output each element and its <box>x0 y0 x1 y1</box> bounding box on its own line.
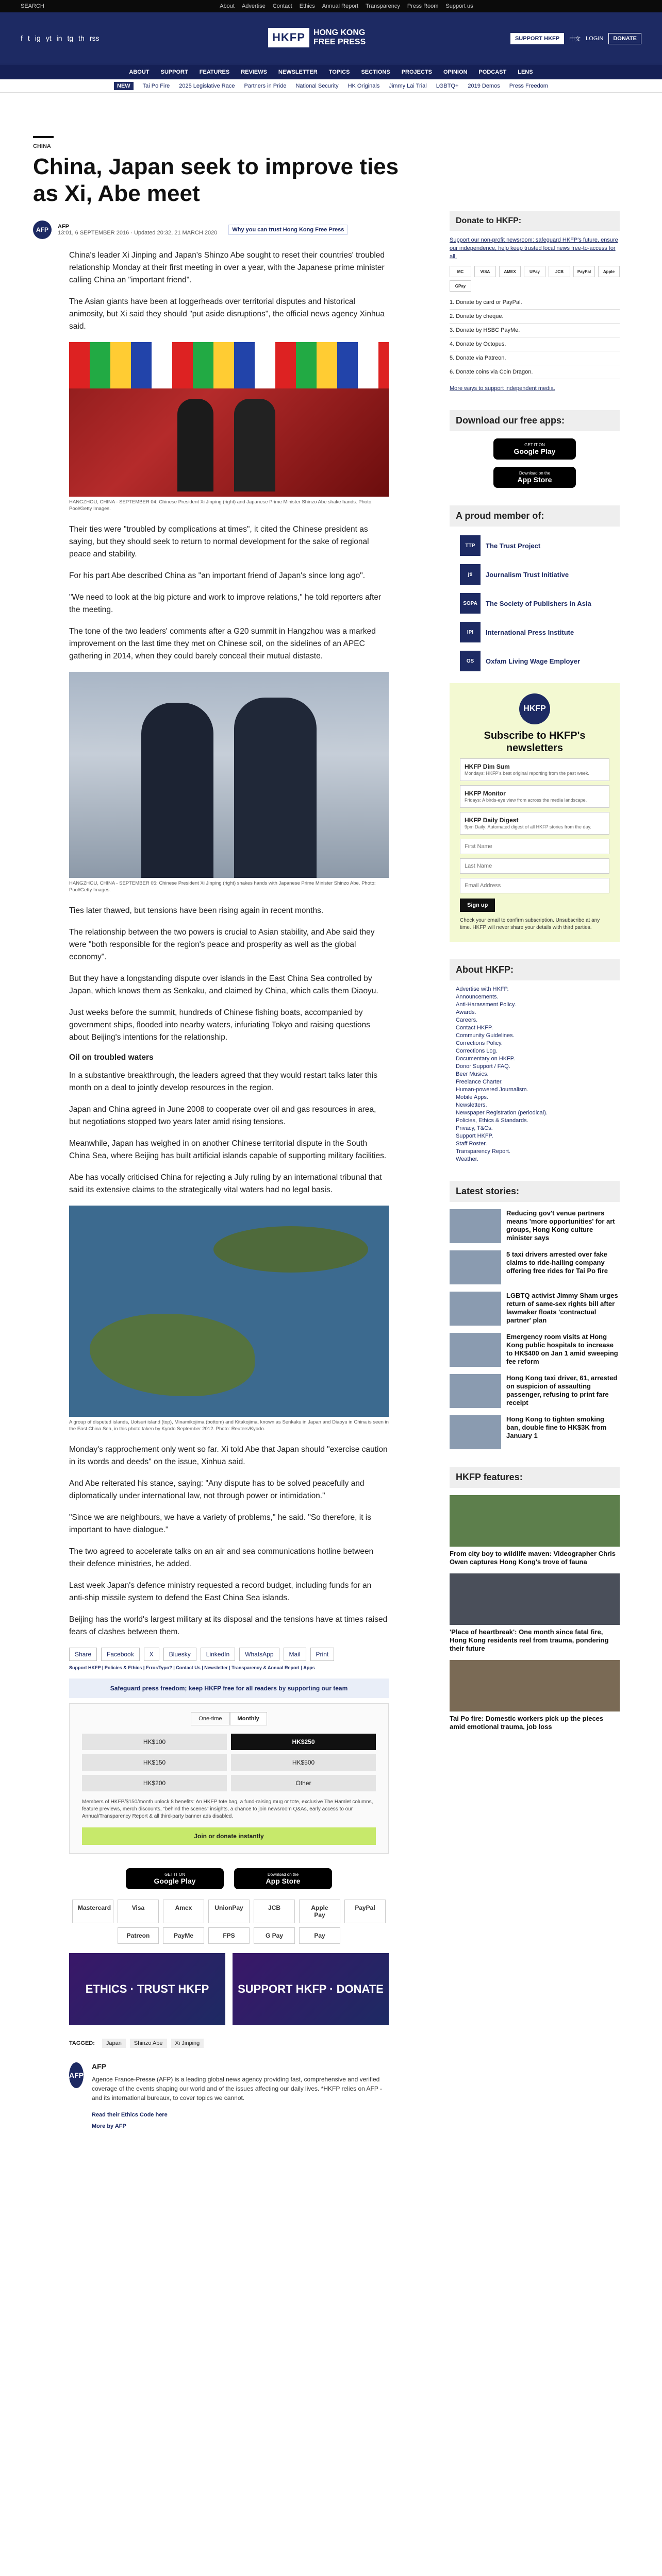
category-label[interactable]: CHINA <box>33 136 54 149</box>
google-play-button[interactable]: GET IT ON Google Play <box>493 438 576 460</box>
member-trust-project[interactable]: TTP The Trust Project <box>460 536 620 555</box>
trending-item[interactable]: Jimmy Lai Trial <box>389 82 427 89</box>
oxfam-logo: OS <box>460 651 481 671</box>
article-photo <box>69 1206 389 1432</box>
about-link[interactable]: Mobile Apps. <box>456 1094 488 1100</box>
donation-form <box>69 1703 389 1854</box>
header-actions <box>510 33 641 44</box>
top-link-support[interactable]: Support us <box>445 3 473 9</box>
amount-option-selected[interactable]: HK$250 <box>231 1734 376 1750</box>
trust-link[interactable]: Why you can trust Hong Kong Free Press <box>228 225 347 235</box>
story-title[interactable]: Emergency room visits at Hong Kong public hospitals to increase to HK$400 on Jan 1 amid sweeping fee reform <box>506 1333 618 1365</box>
photo-image <box>69 1206 389 1417</box>
story-title[interactable]: Reducing gov't venue partners means 'more opportunities' for art groups, Hong Kong culture minister says <box>506 1209 615 1242</box>
paragraph: China's leader Xi Jinping and Japan's Shinzo Abe sought to reset their countries' troubled relationship Monday at their first meeting in over a year, with the Japanese prime minister calling China an "important friend". <box>69 251 385 284</box>
card-logo: JCB <box>549 266 570 277</box>
member-sopa[interactable]: SOPA The Society of Publishers in Asia <box>460 594 620 613</box>
about-link[interactable]: Policies, Ethics & Standards. <box>456 1117 528 1124</box>
paragraph: The Asian giants have been at loggerheads over territorial disputes and historical animosity, but Xi said they should "put aside disruptions", the official news agency Xinhua said. <box>69 297 385 331</box>
trending-bar <box>0 79 662 93</box>
site-logo[interactable] <box>268 28 366 47</box>
newsletter-option[interactable]: HKFP Dim Sum Mondays: HKFP's best original reporting from the past week. <box>460 758 609 781</box>
payment-logos <box>69 1900 389 1944</box>
paragraph: The relationship between the two powers is crucial to Asian stability, and Abe said they were "both responsible for the region's peace and prosperity as well as the global economy". <box>69 928 375 961</box>
article-title: China, Japan seek to improve ties as Xi, Abe meet <box>33 154 399 206</box>
nav-about[interactable]: ABOUT <box>129 69 150 75</box>
trending-item[interactable]: 2025 Legislative Race <box>179 82 235 89</box>
story-item[interactable] <box>450 1333 620 1367</box>
about-link[interactable]: Anti-Harassment Policy. <box>456 1002 516 1008</box>
payme-logo: PayMe <box>163 1927 204 1944</box>
paragraph: For his part Abe described China as "an important friend of Japan's since long ago". <box>69 571 366 580</box>
story-thumbnail <box>450 1292 501 1326</box>
paypal-logo: PayPal <box>344 1900 386 1923</box>
newsletter-option[interactable]: HKFP Daily Digest 9pm Daily: Automated digest of all HKFP stories from the day. <box>460 812 609 835</box>
story-title[interactable]: Hong Kong taxi driver, 61, arrested on suspicion of assaulting passenger, refusing to print fare receipt <box>506 1374 618 1406</box>
latest-title: Latest stories: <box>450 1181 620 1202</box>
nav-newsletter[interactable]: NEWSLETTER <box>278 69 318 75</box>
feature-title[interactable]: From city boy to wildlife maven: Videographer Chris Owen captures Hong Kong's trove of fauna <box>450 1550 616 1566</box>
about-link[interactable]: Beer Musics. <box>456 1071 489 1077</box>
print-button[interactable]: Print <box>310 1648 335 1661</box>
donate-widget <box>450 211 620 393</box>
nav-sections[interactable]: SECTIONS <box>361 69 390 75</box>
publish-date: 13:01, 6 SEPTEMBER 2016 · Updated 20:32, 21 MARCH 2020 <box>58 230 218 236</box>
story-thumbnail <box>450 1209 501 1243</box>
byline-text <box>58 224 217 236</box>
trending-item[interactable]: National Security <box>295 82 339 89</box>
top-link-ethics[interactable]: Ethics <box>299 3 315 9</box>
story-item[interactable] <box>450 1415 620 1449</box>
top-link-press-room[interactable]: Press Room <box>407 3 439 9</box>
nav-opinion[interactable]: OPINION <box>443 69 468 75</box>
last-name-input[interactable]: Last Name <box>460 858 609 874</box>
member-jti[interactable]: jti Journalism Trust Initiative <box>460 565 620 584</box>
trending-item[interactable]: LGBTQ+ <box>436 82 459 89</box>
story-thumbnail <box>450 1250 501 1284</box>
feature-image <box>450 1495 620 1547</box>
donate-method[interactable]: 4. Donate by Octopus. <box>450 337 620 351</box>
sidebar <box>450 93 620 2129</box>
card-logo: UPay <box>524 266 545 277</box>
nav-topics[interactable]: TOPICS <box>328 69 350 75</box>
facebook-share-button[interactable]: Facebook <box>101 1648 140 1661</box>
nav-lens[interactable]: LENS <box>518 69 533 75</box>
card-logos <box>450 266 620 292</box>
trending-item[interactable]: HK Originals <box>347 82 380 89</box>
signup-button[interactable]: Sign up <box>460 899 495 912</box>
linkedin-share-button[interactable]: LinkedIn <box>201 1648 235 1661</box>
main-nav <box>0 64 662 79</box>
share-button[interactable]: Share <box>69 1648 97 1661</box>
author-bio: Agence France-Presse (AFP) is a leading global news agency providing fast, comprehensive and verified coverage of the events shaping our world and of the issues affecting our daily lives. *HKFP relies on AFP - and its international bureaux, to cover topics we cannot. <box>92 2076 382 2102</box>
about-link[interactable]: Staff Roster. <box>456 1141 487 1147</box>
about-link[interactable]: Freelance Charter. <box>456 1079 503 1085</box>
threads-icon[interactable]: th <box>78 34 85 42</box>
telegram-icon[interactable]: tg <box>67 34 74 42</box>
support-button[interactable]: SUPPORT HKFP <box>510 33 564 44</box>
amount-grid <box>82 1734 376 1791</box>
nav-projects[interactable]: PROJECTS <box>401 69 432 75</box>
about-link[interactable]: Donor Support / FAQ. <box>456 1063 510 1070</box>
about-title: About HKFP: <box>450 959 620 980</box>
paragraph: Just weeks before the summit, hundreds of Chinese fishing boats, accompanied by government ships, flooded into nearby waters, infuriating Tokyo and raising questions about Beijing's intentions for the relationship. <box>69 1008 370 1042</box>
apple-pay-logo: Apple Pay <box>299 1900 340 1923</box>
story-item[interactable] <box>450 1209 620 1243</box>
fps-logo: FPS <box>208 1927 250 1944</box>
story-item[interactable] <box>450 1374 620 1408</box>
top-link-contact[interactable]: Contact <box>272 3 292 9</box>
jti-logo: jti <box>460 564 481 585</box>
photo-image <box>69 672 389 878</box>
member-ipi[interactable]: IPI International Press Institute <box>460 622 620 642</box>
trending-item[interactable]: Press Freedom <box>509 82 548 89</box>
mail-share-button[interactable]: Mail <box>284 1648 306 1661</box>
about-links <box>450 986 620 1163</box>
member-benefits: Members of HKFP/$150/month unlock 8 benefits: An HKFP tote bag, a fund-raising mug or tote, exclusive The Hamlet columns, feature previews, merch discounts, "behind the scenes" insights, a chance to join newsroom Q&As, early access to our Annual/Transparency Report & all third-party banner ads disabled. <box>82 1799 373 1819</box>
rss-icon[interactable]: rss <box>89 34 100 42</box>
tab-monthly[interactable]: Monthly <box>230 1712 267 1725</box>
story-thumbnail <box>450 1374 501 1408</box>
feature-title[interactable]: Tai Po fire: Domestic workers pick up the pieces amid emotional trauma, job loss <box>450 1715 604 1731</box>
author-avatar[interactable]: AFP <box>33 221 52 239</box>
trending-item[interactable]: Partners in Pride <box>244 82 287 89</box>
about-link[interactable]: Newspaper Registration (periodical). <box>456 1110 548 1116</box>
top-link-annual-report[interactable]: Annual Report <box>322 3 359 9</box>
photo-caption: HANGZHOU, CHINA - SEPTEMBER 04: Chinese President Xi Jinping (right) and Japanese Prime Minister Shinzo Abe shake hands. Photo: Pool/Getty Images. <box>69 499 373 512</box>
story-thumbnail <box>450 1415 501 1449</box>
tag-link[interactable]: Shinzo Abe <box>130 2039 167 2048</box>
hkfp-logo: HKFP <box>519 693 550 724</box>
language-link[interactable]: 中文 <box>569 36 581 42</box>
paragraph: Japan and China agreed in June 2008 to cooperate over oil and gas resources in area, but negotiations stopped two years later amid rising tensions. <box>69 1105 376 1126</box>
tag-link[interactable]: Xi Jinping <box>171 2039 204 2048</box>
google-play-button[interactable]: GET IT ON Google Play <box>126 1868 224 1889</box>
donate-title: Donate to HKFP: <box>450 211 620 231</box>
paragraph: Last week Japan's defence ministry requested a record budget, including funds for an anti-ship missile system to defend the East China Sea islands. <box>69 1581 372 1602</box>
about-link[interactable]: Corrections Log. <box>456 1048 498 1054</box>
about-link[interactable]: Community Guidelines. <box>456 1032 515 1039</box>
donate-method[interactable]: 6. Donate coins via Coin Dragon. <box>450 365 620 379</box>
photo-caption: HANGZHOU, CHINA - SEPTEMBER 05: Chinese President Xi Jinping (right) shakes hands with Japanese Prime Minister Shinzo Abe. Photo: Pool/Getty Images. <box>69 880 376 893</box>
visa-logo: Visa <box>118 1900 159 1923</box>
card-logo: PayPal <box>573 266 595 277</box>
amount-option[interactable]: HK$500 <box>231 1754 376 1771</box>
trust-project-logo: TTP <box>460 535 481 556</box>
feature-image <box>450 1573 620 1625</box>
amount-option[interactable]: HK$150 <box>82 1754 227 1771</box>
donate-methods <box>450 296 620 379</box>
about-link[interactable]: Announcements. <box>456 994 499 1000</box>
members-title: A proud member of: <box>450 505 620 527</box>
more-ways-link[interactable]: More ways to support independent media. <box>450 385 555 392</box>
photo-caption: A group of disputed islands, Uotsuri island (top), Minamikojima (bottom) and Kitakojima, known as Senkaku in Japan and Diaoyu in China is seen in the East China Sea, in this photo taken by Kyodo September 2012. Photo: Reuters/Kyodo. <box>69 1419 389 1432</box>
about-link[interactable]: Privacy, T&Cs. <box>456 1125 493 1131</box>
logo-mark: HKFP <box>268 28 309 47</box>
story-thumbnail <box>450 1333 501 1367</box>
paragraph: Ties later thawed, but tensions have been rising again in recent months. <box>69 906 324 915</box>
instagram-icon[interactable]: ig <box>35 34 41 42</box>
sopa-logo: SOPA <box>460 593 481 614</box>
about-link[interactable]: Support HKFP. <box>456 1133 493 1139</box>
paragraph: But they have a longstanding dispute over islands in the East China Sea controlled by Japan, which knows them as Senkaku, and claimed by China, which calls them Diaoyu. <box>69 974 378 995</box>
member-oxfam[interactable]: OS Oxfam Living Wage Employer <box>460 651 620 671</box>
about-link[interactable]: Human-powered Journalism. <box>456 1087 528 1093</box>
feature-image <box>450 1660 620 1711</box>
search-link[interactable]: SEARCH <box>21 3 44 9</box>
section-heading: Oil on troubled waters <box>69 1053 154 1062</box>
paragraph: "We need to look at the big picture and work to improve relations," he told reporters after the meeting. <box>69 593 382 614</box>
card-logo: GPay <box>450 280 471 292</box>
logo-text: HONG KONG FREE PRESS <box>313 28 366 46</box>
social-icons <box>21 34 100 42</box>
nav-features[interactable]: FEATURES <box>199 69 230 75</box>
author-name[interactable]: AFP <box>58 224 69 230</box>
paragraph: Abe has vocally criticised China for rejecting a July ruling by an international tribunal that said its extensive claims to the strategically vital waters had no legal basis. <box>69 1173 382 1194</box>
login-link[interactable]: LOGIN <box>586 36 604 42</box>
new-badge: NEW <box>114 82 134 90</box>
app-buttons <box>69 1868 389 1889</box>
donate-method[interactable]: 1. Donate by card or PayPal. <box>450 296 620 310</box>
bluesky-share-button[interactable]: Bluesky <box>163 1648 196 1661</box>
newsletter-title: Subscribe to HKFP's newsletters <box>484 730 586 754</box>
support-banner[interactable]: SUPPORT HKFP · DONATE <box>233 1953 389 2025</box>
email-input[interactable]: Email Address <box>460 878 609 893</box>
feature-item[interactable] <box>450 1495 620 1566</box>
top-link-transparency[interactable]: Transparency <box>366 3 400 9</box>
first-name-input[interactable]: First Name <box>460 839 609 854</box>
about-link[interactable]: Careers. <box>456 1017 478 1023</box>
more-by-author-link[interactable]: More by AFP <box>92 2123 126 2129</box>
page-wrap <box>0 93 662 2129</box>
paragraph: The tone of the two leaders' comments after a G20 summit in Hangzhou was a marked improvement on the last time they met on Chinese soil, on the sidelines of an APEC gathering in 2014, when they could barely conceal their mutual distaste. <box>69 627 376 660</box>
paragraph: Their ties were "troubled by complications at times", it cited the Chinese president as saying, but they should seek to return to normal development for the sake of regional peace and stability. <box>69 525 369 558</box>
tags-label: TAGGED: <box>69 2040 95 2046</box>
nav-podcast[interactable]: PODCAST <box>478 69 507 75</box>
amount-option-other[interactable]: Other <box>231 1775 376 1791</box>
donate-method[interactable]: 2. Donate by cheque. <box>450 310 620 324</box>
tab-one-time[interactable]: One-time <box>191 1712 229 1725</box>
ethics-code-link[interactable]: Read their Ethics Code here <box>92 2112 168 2118</box>
top-bar <box>0 0 662 12</box>
amount-option[interactable]: HK$200 <box>82 1775 227 1791</box>
about-link[interactable]: Weather. <box>456 1156 478 1162</box>
ethics-banner[interactable]: ETHICS · TRUST HKFP <box>69 1953 225 2025</box>
story-title[interactable]: LGBTQ activist Jimmy Sham urges return of same-sex rights bill after lawmaker floats 'contractual partner' plan <box>506 1292 618 1324</box>
article-photo <box>69 672 389 893</box>
photo-image <box>69 342 389 497</box>
top-link-advertise[interactable]: Advertise <box>241 3 266 9</box>
about-link[interactable]: Newsletters. <box>456 1102 487 1108</box>
author-name[interactable]: AFP <box>92 2062 106 2071</box>
about-link[interactable]: Awards. <box>456 1009 476 1015</box>
frequency-tabs <box>82 1712 376 1725</box>
newsletter-box <box>450 683 620 942</box>
about-link[interactable]: Contact HKFP. <box>456 1025 493 1031</box>
card-logo: VISA <box>474 266 496 277</box>
pay-logo: Pay <box>299 1927 340 1944</box>
nav-reviews[interactable]: REVIEWS <box>241 69 267 75</box>
paragraph: Meanwhile, Japan has weighed in on another Chinese territorial dispute in the South China Sea, where Beijing has built artificial islands capable of supporting military facilities. <box>69 1139 387 1160</box>
paragraph: Beijing has the world's largest military at its disposal and the tensions have at times raised fears of clashes between them. <box>69 1615 388 1636</box>
donate-method[interactable]: 3. Donate by HSBC PayMe. <box>450 324 620 337</box>
donate-text[interactable]: Support our non-profit newsroom: safeguard HKFP's future, ensure our independence, help keep trusted local news free-to-access for all. <box>450 237 618 260</box>
trending-item[interactable]: Tai Po Fire <box>142 82 170 89</box>
support-links[interactable]: Support HKFP | Policies & Ethics | Error/Typo? | Contact Us | Newsletter | Transparency & Annual Report | Apps <box>69 1665 315 1670</box>
newsletter-option[interactable]: HKFP Monitor Fridays: A birds-eye view from across the media landscape. <box>460 785 609 808</box>
story-title[interactable]: Hong Kong to tighten smoking ban, double fine to HK$3K from January 1 <box>506 1415 607 1439</box>
x-share-button[interactable]: X <box>144 1648 159 1661</box>
donate-button[interactable]: DONATE <box>608 33 641 44</box>
card-logo: Apple <box>598 266 620 277</box>
ipi-logo: IPI <box>460 622 481 642</box>
about-link[interactable]: Transparency Report. <box>456 1148 510 1155</box>
tag-link[interactable]: Japan <box>102 2039 126 2048</box>
feature-item[interactable] <box>450 1660 620 1731</box>
facebook-icon[interactable]: f <box>21 34 23 42</box>
about-link[interactable]: Advertise with HKFP. <box>456 986 509 992</box>
jcb-logo: JCB <box>254 1900 295 1923</box>
card-logo: MC <box>450 266 471 277</box>
share-bar <box>69 1648 389 1661</box>
trending-item[interactable]: 2019 Demos <box>468 82 500 89</box>
app-store-button[interactable]: Download on the App Store <box>234 1868 332 1889</box>
paragraph: In a substantive breakthrough, the leaders agreed that they would restart talks later this month on a deal to jointly develop resources in the region. <box>69 1071 377 1092</box>
article-body <box>69 249 389 2129</box>
article-photo <box>69 342 389 512</box>
paragraph: The two agreed to accelerate talks on an air and sea communications hotline between their defence ministries, he added. <box>69 1547 374 1568</box>
youtube-icon[interactable]: yt <box>45 34 52 42</box>
newsletter-note: Check your email to confirm subscription. Unsubscribe at any time. HKFP will never share your details with third parties. <box>460 918 600 930</box>
twitter-icon[interactable]: t <box>27 34 30 42</box>
apps-title: Download our free apps: <box>450 410 620 431</box>
nav-support[interactable]: SUPPORT <box>160 69 188 75</box>
story-item[interactable] <box>450 1250 620 1284</box>
about-link[interactable]: Documentary on HKFP. <box>456 1056 515 1062</box>
patreon-logo: Patreon <box>118 1927 159 1944</box>
tags <box>69 2039 389 2048</box>
paragraph: And Abe reiterated his stance, saying: "Any dispute has to be solved peacefully and diplomatically under international law, not through power or intimidation." <box>69 1479 365 1500</box>
author-avatar[interactable]: AFP <box>69 2062 84 2088</box>
app-store-button[interactable]: Download on the App Store <box>493 467 576 488</box>
unionpay-logo: UnionPay <box>208 1900 250 1923</box>
features-title: HKFP features: <box>450 1467 620 1488</box>
author-box <box>69 2062 389 2129</box>
donate-method[interactable]: 5. Donate via Patreon. <box>450 351 620 365</box>
feature-item[interactable] <box>450 1573 620 1653</box>
top-link-about[interactable]: About <box>220 3 235 9</box>
feature-title[interactable]: 'Place of heartbreak': One month since fatal fire, Hong Kong residents reel from trauma, pondering their future <box>450 1628 609 1652</box>
whatsapp-share-button[interactable]: WhatsApp <box>239 1648 279 1661</box>
story-item[interactable] <box>450 1292 620 1326</box>
amex-logo: Amex <box>163 1900 204 1923</box>
article-column <box>33 93 425 2129</box>
site-header <box>0 12 662 64</box>
paragraph: Monday's rapprochement only went so far. Xi told Abe that Japan should "exercise caution in its words and deeds" on the issue, Xinhua said. <box>69 1445 388 1466</box>
google-pay-logo: G Pay <box>254 1927 295 1944</box>
story-title[interactable]: 5 taxi drivers arrested over fake claims to ride-hailing company offering free rides for Tai Po fire <box>506 1250 608 1275</box>
byline <box>33 221 425 239</box>
mastercard-logo: Mastercard <box>72 1900 113 1923</box>
about-link[interactable]: Corrections Policy. <box>456 1040 503 1046</box>
paragraph: "Since we are neighbours, we have a variety of problems," he said. "So therefore, it is important to have dialogue." <box>69 1513 372 1534</box>
donate-banner[interactable]: Safeguard press freedom; keep HKFP free for all readers by supporting our team <box>69 1679 389 1698</box>
join-button[interactable]: Join or donate instantly <box>82 1827 376 1845</box>
promo-banners <box>69 1953 389 2025</box>
amount-option[interactable]: HK$100 <box>82 1734 227 1750</box>
card-logo: AMEX <box>499 266 521 277</box>
linkedin-icon[interactable]: in <box>56 34 62 42</box>
